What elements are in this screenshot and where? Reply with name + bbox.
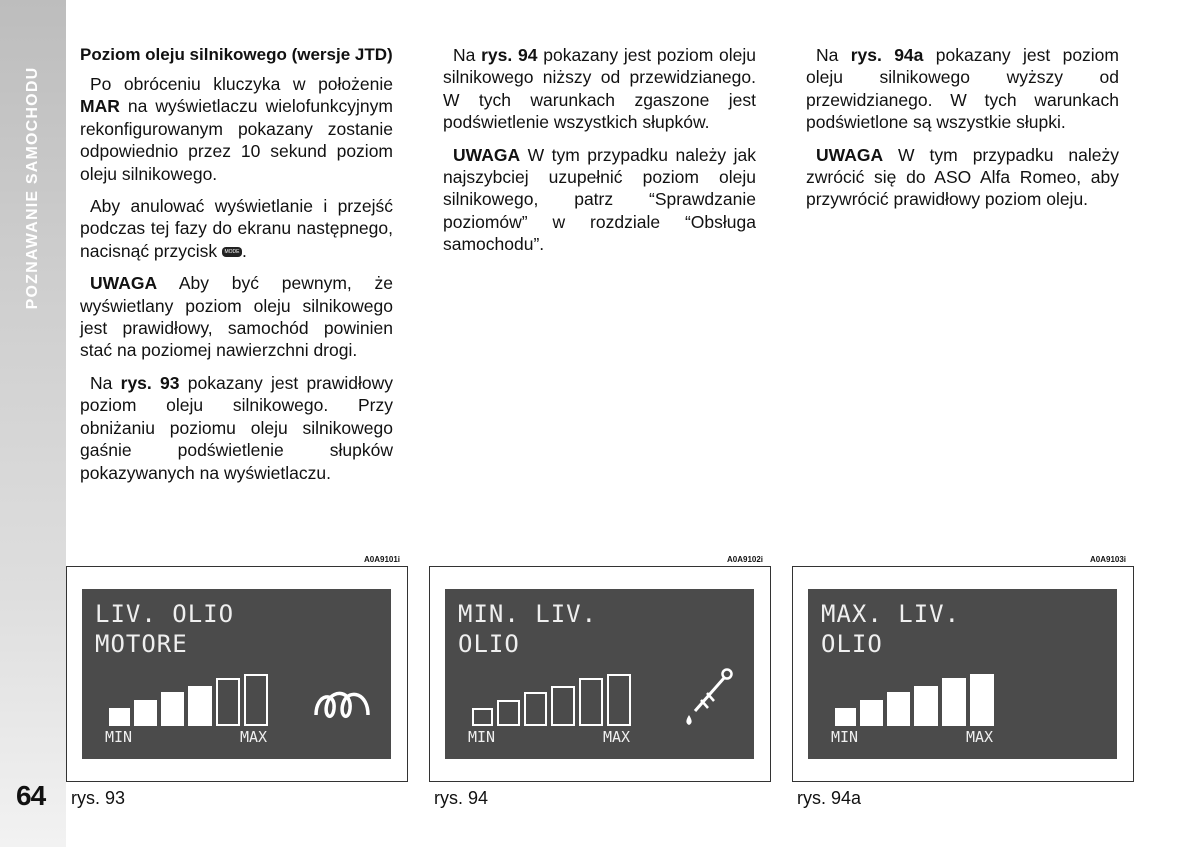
text-column-2 (443, 44, 756, 266)
figure-caption: rys. 94 (434, 788, 489, 808)
level-bar (887, 692, 910, 726)
max-label: MAX (603, 728, 631, 746)
chapter-title: POZNAWANIE SAMOCHODU (24, 66, 41, 310)
display-line-2: OLIO (458, 630, 520, 658)
display-line-1: LIV. OLIO (95, 600, 235, 628)
display-screen (82, 589, 391, 759)
level-bar (244, 674, 268, 726)
mode-button-icon: MODE (222, 247, 242, 257)
figure-code: A0A9102i (727, 555, 764, 564)
level-bar (579, 678, 603, 726)
display-screen (808, 589, 1117, 759)
level-bar (134, 700, 157, 726)
paragraph: UWAGA W tym przypadku należy zwrócić się do ASO Alfa Romeo, aby przywrócić prawidłowy poziom oleju. (806, 144, 1119, 210)
level-bar (216, 678, 240, 726)
level-bar (524, 692, 547, 726)
level-bar (860, 700, 883, 726)
display-line-2: MOTORE (95, 630, 188, 658)
level-bar (607, 674, 631, 726)
min-label: MIN (831, 728, 859, 746)
text-column-1 (80, 44, 393, 494)
level-bar (497, 700, 520, 726)
display-line-1: MIN. LIV. (458, 600, 598, 628)
level-bar (188, 686, 212, 726)
paragraph: Aby anulować wyświetlanie i przejść podczas tej fazy do ekranu następnego, nacisnąć przycisk MODE . (80, 196, 393, 261)
paragraph: UWAGA Aby być pewnym, że wyświetlany poziom oleju silnikowego jest prawidłowy, samochód powinien stać na poziomej nawierzchni drogi. (80, 273, 393, 361)
text-column-3 (806, 44, 1119, 221)
figure-code: A0A9101i (364, 555, 401, 564)
page-number: 64 (16, 780, 46, 811)
paragraph: UWAGA W tym przypadku należy jak najszybciej uzupełnić poziom oleju silnikowego, patrz “Sprawdzanie poziomów” w rozdziale “Obsługa samochodu”. (443, 144, 756, 255)
paragraph: Na rys. 94a pokazany jest poziom oleju silnikowego wyższy od przewidzianego. W tych warunkach podświetlone są wszystkie słupki. (806, 45, 1119, 133)
figure-code: A0A9103i (1090, 555, 1127, 564)
level-bar (914, 686, 938, 726)
max-label: MAX (240, 728, 268, 746)
max-label: MAX (966, 728, 994, 746)
display-line-2: OLIO (821, 630, 883, 658)
section-heading: Poziom oleju silnikowego (wersje JTD) (80, 45, 393, 64)
level-bar (472, 708, 493, 726)
paragraph: Na rys. 94 pokazany jest poziom oleju silnikowego niższy od przewidzianego. W tych warunkach zgaszone jest podświetlenie wszystkich słupków. (443, 45, 757, 133)
figure-93 (66, 566, 408, 782)
display-screen (445, 589, 754, 759)
paragraph: Po obróceniu kluczyka w położenie MAR na wyświetlaczu wielofunkcyjnym rekonfigurowanym pokazany zostanie odpowiednio przez 10 sekund poziom oleju silnikowego. (80, 74, 393, 184)
display-line-1: MAX. LIV. (821, 600, 961, 628)
level-bar (970, 674, 994, 726)
min-label: MIN (105, 728, 133, 746)
level-bar (551, 686, 575, 726)
oil-coil-icon (310, 685, 376, 725)
figure-94a (792, 566, 1134, 782)
figure-caption: rys. 93 (71, 788, 126, 808)
level-bar (161, 692, 184, 726)
dipstick-icon (681, 665, 737, 729)
figure-caption: rys. 94a (797, 788, 862, 808)
level-bar (835, 708, 856, 726)
min-label: MIN (468, 728, 496, 746)
level-bar (942, 678, 966, 726)
figure-94 (429, 566, 771, 782)
chapter-sidebar (0, 0, 66, 847)
level-bar (109, 708, 130, 726)
paragraph: Na rys. 93 pokazany jest prawidłowy poziom oleju silnikowego. Przy obniżaniu poziomu oleju silnikowego gaśnie podświetlenie słupków pokazywanych na wyświetlaczu. (80, 372, 394, 483)
